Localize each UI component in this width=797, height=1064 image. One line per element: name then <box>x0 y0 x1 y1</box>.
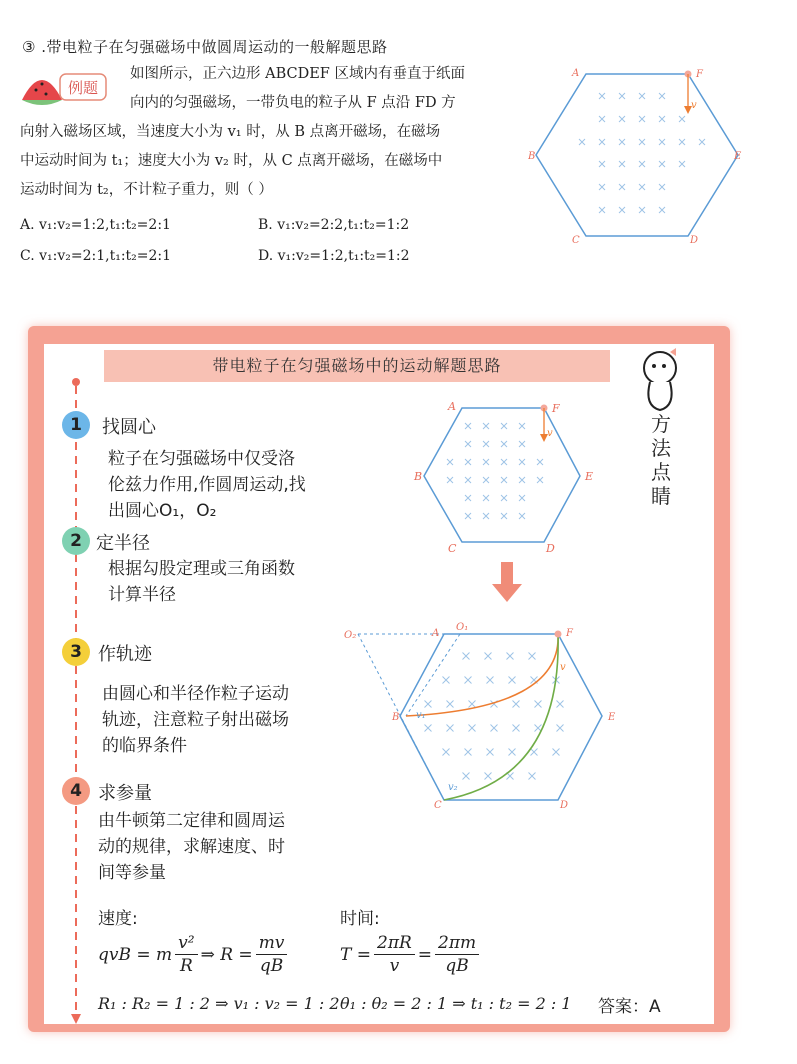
field-x-mark <box>619 116 625 122</box>
svg-text:F: F <box>566 628 573 639</box>
example-badge-icon <box>20 64 110 108</box>
svg-text:C: C <box>434 800 442 811</box>
step-3-body: 由圆心和半径作粒子运动 轨迹，注意粒子射出磁场 的临界条件 <box>102 684 289 756</box>
step-2-body: 根据勾股定理或三角函数 计算半径 <box>108 559 295 605</box>
field-x-mark <box>519 513 525 519</box>
svg-text:B: B <box>414 470 423 483</box>
center-o2: O₂ <box>344 630 357 641</box>
field-x-mark <box>659 116 665 122</box>
field-x-mark <box>531 749 538 756</box>
svg-text:A: A <box>432 628 440 639</box>
field-x-mark <box>501 423 507 429</box>
step-1-body: 粒子在匀强磁场中仅受洛 伦兹力作用,作圆周运动,找 出圆心O₁，O₂ <box>108 449 306 521</box>
field-x-mark <box>465 459 471 465</box>
step-4-number: 4 <box>62 777 90 805</box>
field-x-mark <box>519 441 525 447</box>
field-x-mark <box>519 459 525 465</box>
field-x-mark <box>535 701 542 708</box>
field-x-mark <box>501 477 507 483</box>
svg-text:v: v <box>547 428 553 439</box>
field-x-mark <box>483 513 489 519</box>
step-4-title: 求参量 <box>98 783 152 804</box>
field-x-mark <box>501 441 507 447</box>
field-x-mark <box>659 139 665 145</box>
angle-ratio: θ₁ : θ₂ = 2 : 1 ⇒ t₁ : t₂ = 2 : 1 <box>340 994 572 1013</box>
field-x-mark <box>619 207 625 213</box>
speed-equation: qvB = m $\frac{\text{v²}}{R}$ ⇒ R = $\frac{mv}{qB}$ <box>98 932 290 977</box>
field-x-mark <box>579 139 585 145</box>
badge-label: 例题 <box>67 79 99 97</box>
field-x-mark <box>659 184 665 190</box>
question-line-5: 运动时间为 t₂，不计粒子重力，则（ ） <box>20 182 273 198</box>
field-x-mark <box>679 139 685 145</box>
field-x-mark <box>509 677 516 684</box>
vertex-b: B <box>528 151 536 162</box>
svg-text:E: E <box>585 470 594 483</box>
field-x-mark <box>619 139 625 145</box>
side-title: 方 法 点 睛 <box>651 412 671 508</box>
trajectory-diagram <box>336 618 626 814</box>
down-arrow-icon <box>492 562 522 604</box>
field-x-mark <box>501 495 507 501</box>
field-x-mark <box>679 161 685 167</box>
field-x-mark <box>487 677 494 684</box>
field-x-mark <box>483 423 489 429</box>
option-b[interactable]: B. v₁:v₂=2:2,t₁:t₂=1:2 <box>258 217 410 233</box>
field-x-mark <box>425 725 432 732</box>
field-x-mark <box>425 701 432 708</box>
step-2-title: 定半径 <box>96 533 150 554</box>
field-x-mark <box>465 477 471 483</box>
field-x-mark <box>639 207 645 213</box>
question-line-2: 向内的匀强磁场，一带负电的粒子从 F 点沿 FD 方 <box>130 95 456 111</box>
option-d[interactable]: D. v₁:v₂=1:2,t₁:t₂=1:2 <box>258 248 410 264</box>
field-x-mark <box>485 653 492 660</box>
field-x-mark <box>483 477 489 483</box>
step-3-title: 作轨迹 <box>98 644 152 665</box>
option-c[interactable]: C. v₁:v₂=2:1,t₁:t₂=2:1 <box>20 248 172 264</box>
field-x-mark <box>519 495 525 501</box>
mascot-icon <box>636 346 684 416</box>
hexagon-diagram-card <box>410 396 610 558</box>
field-x-mark <box>443 749 450 756</box>
field-x-mark <box>447 459 453 465</box>
field-x-mark <box>463 653 470 660</box>
field-x-mark <box>447 725 454 732</box>
field-x-mark <box>619 161 625 167</box>
velocity-label: v <box>691 100 697 111</box>
field-x-mark <box>465 441 471 447</box>
question-line-1: 如图所示，正六边形 ABCDEF 区域内有垂直于纸面 <box>130 66 465 82</box>
field-x-mark <box>519 477 525 483</box>
field-x-mark <box>443 677 450 684</box>
step-2-number: 2 <box>62 527 90 555</box>
field-x-mark <box>501 459 507 465</box>
field-x-mark <box>639 184 645 190</box>
field-x-mark <box>537 459 543 465</box>
field-x-mark <box>485 773 492 780</box>
step-1-title: 找圆心 <box>102 417 156 438</box>
svg-text:C: C <box>448 542 457 555</box>
field-x-mark <box>619 184 625 190</box>
hexagon-diagram-top <box>528 62 758 247</box>
field-x-mark <box>507 653 514 660</box>
field-x-mark <box>639 139 645 145</box>
step-3-number: 3 <box>62 638 90 666</box>
field-x-mark <box>639 116 645 122</box>
timeline-line <box>66 376 86 1026</box>
label-v1: v₁ <box>416 710 426 721</box>
time-label: 时间: <box>340 909 380 929</box>
field-x-mark <box>529 773 536 780</box>
field-x-mark <box>487 749 494 756</box>
field-x-mark <box>447 477 453 483</box>
question-header: ③ .带电粒子在匀强磁场中做圆周运动的一般解题思路 <box>22 38 388 56</box>
field-x-mark <box>469 725 476 732</box>
field-x-mark <box>529 653 536 660</box>
field-x-mark <box>679 116 685 122</box>
field-x-mark <box>599 93 605 99</box>
answer-label: 答案：A <box>598 997 661 1017</box>
vertex-f: F <box>696 69 703 80</box>
field-x-mark <box>469 701 476 708</box>
field-x-mark <box>447 701 454 708</box>
field-x-mark <box>491 725 498 732</box>
svg-text:E: E <box>608 712 616 723</box>
field-x-mark <box>639 161 645 167</box>
svg-text:B: B <box>392 712 400 723</box>
field-x-mark <box>699 139 705 145</box>
field-x-mark <box>599 139 605 145</box>
question-line-3: 向射入磁场区域，当速度大小为 v₁ 时，从 B 点离开磁场，在磁场 <box>20 124 441 140</box>
field-x-mark <box>465 423 471 429</box>
svg-text:v: v <box>560 662 566 673</box>
step-4-body: 由牛顿第二定律和圆周运 动的规律，求解速度、时 间等参量 <box>98 811 285 883</box>
radius-ratio: R₁ : R₂ = 1 : 2 ⇒ v₁ : v₂ = 1 : 2 <box>98 994 340 1013</box>
field-x-mark <box>553 749 560 756</box>
svg-text:D: D <box>560 800 569 811</box>
field-x-mark <box>599 161 605 167</box>
field-x-mark <box>509 749 516 756</box>
step-1-number: 1 <box>62 411 90 439</box>
field-x-mark <box>599 184 605 190</box>
question-line-4: 中运动时间为 t₁；速度大小为 v₂ 时，从 C 点离开磁场，在磁场中 <box>20 153 443 169</box>
card-banner: 带电粒子在匀强磁场中的运动解题思路 <box>104 350 610 382</box>
field-x-mark <box>465 513 471 519</box>
svg-text:A: A <box>448 400 456 413</box>
field-x-mark <box>557 701 564 708</box>
vertex-e: E <box>734 151 742 162</box>
field-x-mark <box>483 495 489 501</box>
vertex-c: C <box>572 235 580 246</box>
field-x-mark <box>599 116 605 122</box>
field-x-mark <box>557 725 564 732</box>
speed-label: 速度: <box>98 909 138 929</box>
field-x-mark <box>639 93 645 99</box>
field-x-mark <box>465 749 472 756</box>
field-x-mark <box>513 701 520 708</box>
field-x-mark <box>501 513 507 519</box>
label-v2: v₂ <box>448 782 458 793</box>
svg-text:F: F <box>552 402 560 415</box>
field-x-mark <box>463 773 470 780</box>
field-x-mark <box>659 93 665 99</box>
field-x-mark <box>483 441 489 447</box>
field-x-mark <box>659 207 665 213</box>
svg-text:D: D <box>546 542 555 555</box>
field-x-mark <box>513 725 520 732</box>
field-x-mark <box>519 423 525 429</box>
field-x-mark <box>599 207 605 213</box>
time-equation: T = $\frac{2\pi R}{v}$ = $\frac{2\pi m}{qB}$ <box>340 932 482 977</box>
vertex-a: A <box>572 68 580 79</box>
option-a[interactable]: A. v₁:v₂=1:2,t₁:t₂=2:1 <box>20 217 171 233</box>
field-x-mark <box>483 459 489 465</box>
magnetic-field-marks <box>579 93 705 213</box>
field-x-mark <box>537 477 543 483</box>
center-o1: O₁ <box>456 622 469 633</box>
field-x-mark <box>465 677 472 684</box>
vertex-d: D <box>690 235 699 246</box>
field-x-mark <box>465 495 471 501</box>
field-x-mark <box>619 93 625 99</box>
field-x-mark <box>659 161 665 167</box>
